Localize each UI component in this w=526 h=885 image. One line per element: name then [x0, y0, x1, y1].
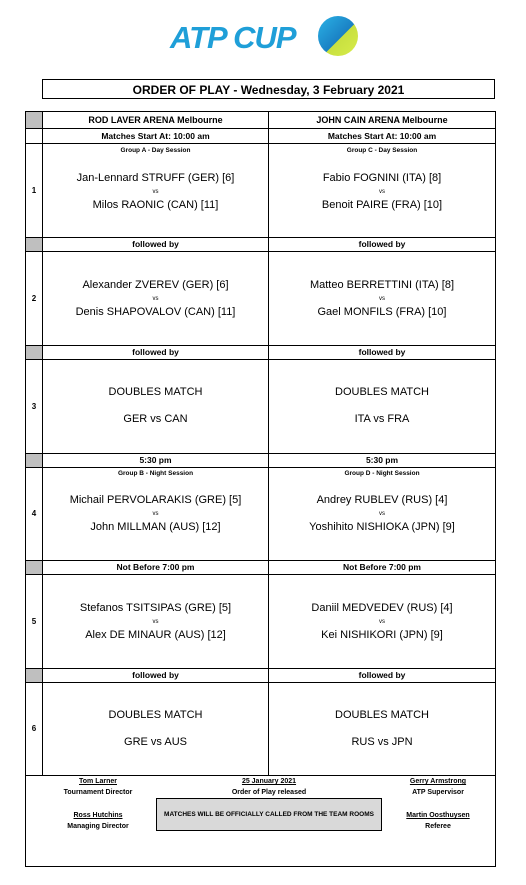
- slot-number: 3: [31, 402, 37, 411]
- slot-header: Not Before 7:00 pm: [343, 562, 421, 572]
- slot-number-cell: [25, 574, 43, 669]
- start-row-num: [25, 128, 43, 144]
- slot-header: 5:30 pm: [139, 455, 172, 465]
- court-name: JOHN CAIN ARENA Melbourne: [316, 115, 448, 125]
- court-name: ROD LAVER ARENA Melbourne: [88, 115, 223, 125]
- player-1: Matteo BERRETTINI (ITA) [8]: [309, 279, 455, 291]
- slot-number: 1: [31, 186, 37, 195]
- slot-header: Not Before 7:00 pm: [116, 562, 195, 572]
- slot-header-left: [42, 560, 269, 575]
- slot-header-right: [268, 668, 496, 683]
- slot-header-right: [268, 237, 496, 252]
- player-1: Michail PERVOLARAKIS (GRE) [5]: [69, 494, 242, 506]
- vs-label: vs: [152, 619, 159, 625]
- match-cell-right: [268, 143, 496, 238]
- slot-header: followed by: [132, 670, 179, 680]
- slot-header: followed by: [358, 239, 406, 249]
- player-2: John MILLMAN (AUS) [12]: [90, 521, 221, 533]
- session-label: Group B - Night Session: [117, 470, 194, 477]
- doubles-label: DOUBLES MATCH: [108, 709, 203, 721]
- match-cell-left: [42, 251, 269, 346]
- vs-label: vs: [152, 189, 159, 195]
- match-cell-left: [42, 359, 269, 454]
- start-time-right: [268, 128, 496, 144]
- slot-number-cell: [25, 682, 43, 776]
- doubles-label: DOUBLES MATCH: [335, 386, 429, 398]
- grey-cell: [25, 668, 43, 683]
- match-cell-right: [268, 251, 496, 346]
- tennis-ball-icon: [318, 16, 358, 56]
- release-date: 25 January 2021: [241, 778, 297, 785]
- managing-director-role: Managing Director: [67, 823, 129, 830]
- player-2: Milos RAONIC (CAN) [11]: [92, 199, 219, 211]
- vs-label: vs: [152, 296, 159, 302]
- slot-header: followed by: [132, 347, 179, 357]
- slot-number-cell: [25, 251, 43, 346]
- official-call-notice: MATCHES WILL BE OFFICIALLY CALLED FROM THE TEAM ROOMS: [156, 798, 382, 831]
- player-2: Alex DE MINAUR (AUS) [12]: [85, 629, 226, 641]
- player-2: Benoit PAIRE (FRA) [10]: [321, 199, 443, 211]
- slot-header: followed by: [358, 347, 406, 357]
- atp-cup-logo: [170, 14, 365, 60]
- player-2: Gael MONFILS (FRA) [10]: [317, 306, 447, 318]
- match-cell-right: [268, 574, 496, 669]
- player-1: Fabio FOGNINI (ITA) [8]: [322, 172, 442, 184]
- slot-header-right: [268, 453, 496, 468]
- player-1: Alexander ZVEREV (GER) [6]: [82, 279, 229, 291]
- vs-label: vs: [379, 296, 385, 302]
- start-time-left: [42, 128, 269, 144]
- slot-number-cell: [25, 359, 43, 454]
- player-2: Kei NISHIKORI (JPN) [9]: [321, 629, 443, 641]
- release-label: Order of Play released: [231, 789, 307, 796]
- player-1: Daniil MEDVEDEV (RUS) [4]: [311, 602, 453, 614]
- slot-number: 2: [31, 294, 37, 303]
- match-cell-right: [268, 467, 496, 561]
- match-cell-left: [42, 143, 269, 238]
- slot-number: 5: [31, 617, 37, 626]
- doubles-teams: GER vs CAN: [123, 413, 188, 425]
- referee-role: Referee: [425, 823, 451, 830]
- session-label: Group A - Day Session: [120, 147, 191, 154]
- player-1: Stefanos TSITSIPAS (GRE) [5]: [79, 602, 232, 614]
- vs-label: vs: [379, 619, 385, 625]
- player-1: Jan-Lennard STRUFF (GER) [6]: [76, 172, 235, 184]
- slot-header-right: [268, 345, 496, 360]
- player-2: Yoshihito NISHIOKA (JPN) [9]: [309, 521, 455, 533]
- doubles-label: DOUBLES MATCH: [108, 386, 203, 398]
- slot-header: 5:30 pm: [365, 455, 399, 465]
- player-2: Denis SHAPOVALOV (CAN) [11]: [75, 306, 236, 318]
- slot-number: 4: [31, 509, 37, 518]
- slot-number-cell: [25, 143, 43, 238]
- slot-header-right: [268, 560, 496, 575]
- start-time: Matches Start At: 10:00 am: [101, 131, 210, 141]
- slot-header-left: [42, 345, 269, 360]
- doubles-teams: ITA vs FRA: [354, 413, 410, 425]
- slot-header: followed by: [358, 670, 406, 680]
- doubles-label: DOUBLES MATCH: [335, 709, 429, 721]
- managing-director-name: Ross Hutchins: [73, 812, 123, 819]
- grey-cell: [25, 345, 43, 360]
- tournament-director-role: Tournament Director: [63, 789, 133, 796]
- vs-label: vs: [379, 189, 385, 195]
- court-header-left: [42, 111, 269, 129]
- logo-text: ATP CUP: [170, 20, 296, 55]
- match-cell-right: [268, 682, 496, 776]
- grey-cell: [25, 560, 43, 575]
- court-header-right: [268, 111, 496, 129]
- slot-number-cell: [25, 467, 43, 561]
- page-title: ORDER OF PLAY - Wednesday, 3 February 2021: [42, 79, 495, 99]
- slot-header-left: [42, 237, 269, 252]
- supervisor-role: ATP Supervisor: [412, 789, 464, 796]
- match-cell-left: [42, 682, 269, 776]
- session-label: Group C - Day Session: [346, 147, 418, 154]
- tournament-director-name: Tom Larner: [79, 778, 117, 785]
- player-1: Andrey RUBLEV (RUS) [4]: [316, 494, 448, 506]
- doubles-teams: RUS vs JPN: [351, 736, 413, 748]
- vs-label: vs: [152, 511, 159, 517]
- slot-header: followed by: [132, 239, 179, 249]
- slot-number: 6: [31, 724, 37, 733]
- corner-cell: [25, 111, 43, 129]
- slot-header-left: [42, 668, 269, 683]
- session-label: Group D - Night Session: [344, 470, 420, 477]
- match-cell-right: [268, 359, 496, 454]
- doubles-teams: GRE vs AUS: [124, 736, 187, 748]
- match-cell-left: [42, 467, 269, 561]
- match-cell-left: [42, 574, 269, 669]
- grey-cell: [25, 237, 43, 252]
- start-time: Matches Start At: 10:00 am: [327, 131, 437, 141]
- grey-cell: [25, 453, 43, 468]
- referee-name: Martin Oosthuysen: [406, 812, 470, 819]
- supervisor-name: Gerry Armstrong: [409, 778, 467, 785]
- vs-label: vs: [379, 511, 385, 517]
- slot-header-left: [42, 453, 269, 468]
